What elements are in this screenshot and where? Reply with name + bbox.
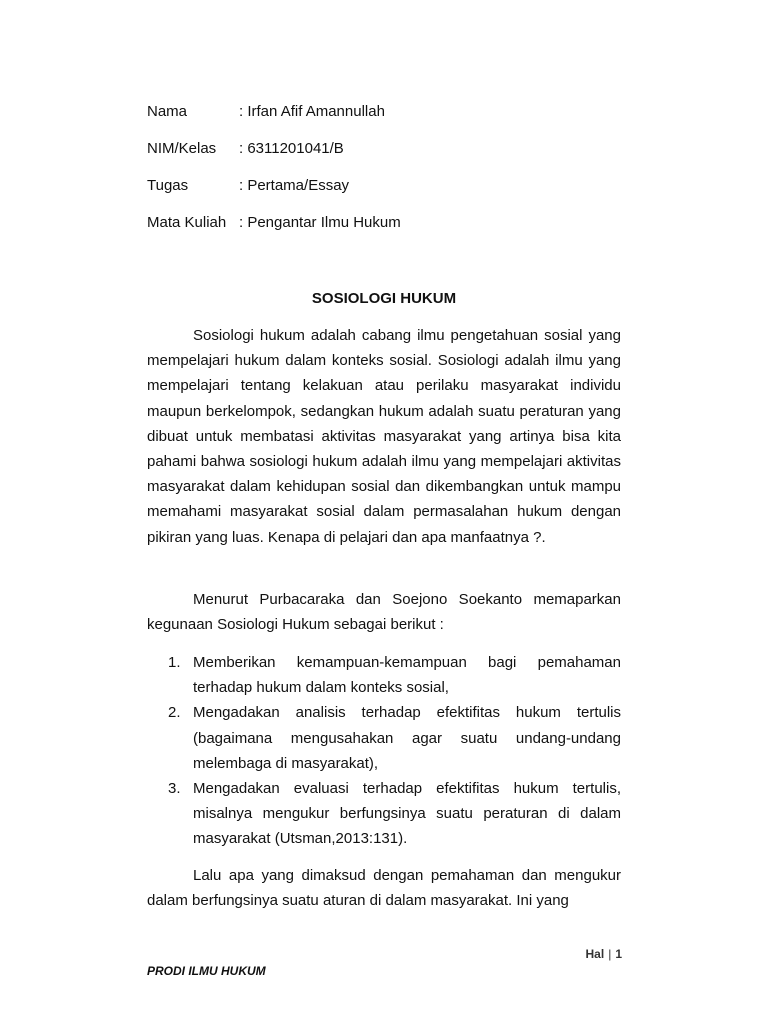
list-item-text: Mengadakan evaluasi terhadap efektifitas hukum tertulis, misalnya mengukur berfungsinya suatu peraturan di dalam masyarakat (Utsman,2013:131).	[193, 780, 621, 848]
info-label: Mata Kuliah	[147, 214, 227, 231]
list-item-text: Memberikan kemampuan-kemampuan bagi pemahaman terhadap hukum dalam konteks sosial,	[193, 654, 621, 697]
paragraph-text: Menurut Purbacaraka dan Soejono Soekanto memaparkan kegunaan Sosiologi Hukum sebagai berikut :	[147, 591, 621, 634]
info-value: : Pertama/Essay	[239, 177, 350, 194]
list-item	[147, 700, 621, 776]
document-title: SOSIOLOGI HUKUM	[311, 290, 457, 307]
info-value: : 6311201041/B	[239, 140, 344, 157]
page-number	[586, 947, 623, 961]
page-number-value: 1	[615, 947, 622, 961]
paragraph-lalu	[147, 863, 621, 913]
list-item	[147, 776, 621, 852]
page-separator: |	[608, 947, 612, 961]
paragraph-menurut	[147, 587, 621, 637]
footer-prodi: PRODI ILMU HUKUM	[147, 964, 266, 978]
info-value: : Irfan Afif Amannullah	[239, 103, 385, 120]
list-number: 2.	[168, 704, 181, 722]
list-item	[147, 650, 621, 700]
list-number: 3.	[168, 780, 181, 798]
info-value: : Pengantar Ilmu Hukum	[239, 214, 401, 231]
list-number: 1.	[168, 654, 181, 671]
page-label: Hal	[585, 947, 605, 961]
info-label: Tugas	[147, 177, 189, 194]
paragraph-text: Lalu apa yang dimaksud dengan pemahaman dan mengukur dalam berfungsinya suatu aturan di dalam masyarakat. Ini yang	[147, 867, 621, 910]
info-label: Nama	[147, 103, 188, 120]
kegunaan-list	[147, 650, 621, 852]
paragraph-text: Sosiologi hukum adalah cabang ilmu pengetahuan sosial yang mempelajari hukum dalam konteks sosial. Sosiologi adalah ilmu yang mempelajari tentang kelakuan atau perilaku masyarakat individu maupun berkelompok, sedangkan hukum adalah suatu peraturan yang dibuat untuk membatasi aktivitas masyarakat yang artinya bisa kita pahami bahwa sosiologi hukum adalah ilmu yang mempelajari aktivitas masyarakat dalam kehidupan sosial dan dikembangkan untuk mampu memahami masyarakat sosial dalam permasalahan hukum dengan pikiran yang luas. Kenapa di pelajari dan apa manfaatnya ?.	[147, 327, 621, 546]
list-item-text: Mengadakan analisis terhadap efektifitas hukum tertulis (bagaimana mengusahakan agar suatu undang-undang melembaga di masyarakat),	[193, 704, 621, 772]
paragraph-intro	[147, 323, 621, 550]
info-label: NIM/Kelas	[147, 140, 217, 157]
